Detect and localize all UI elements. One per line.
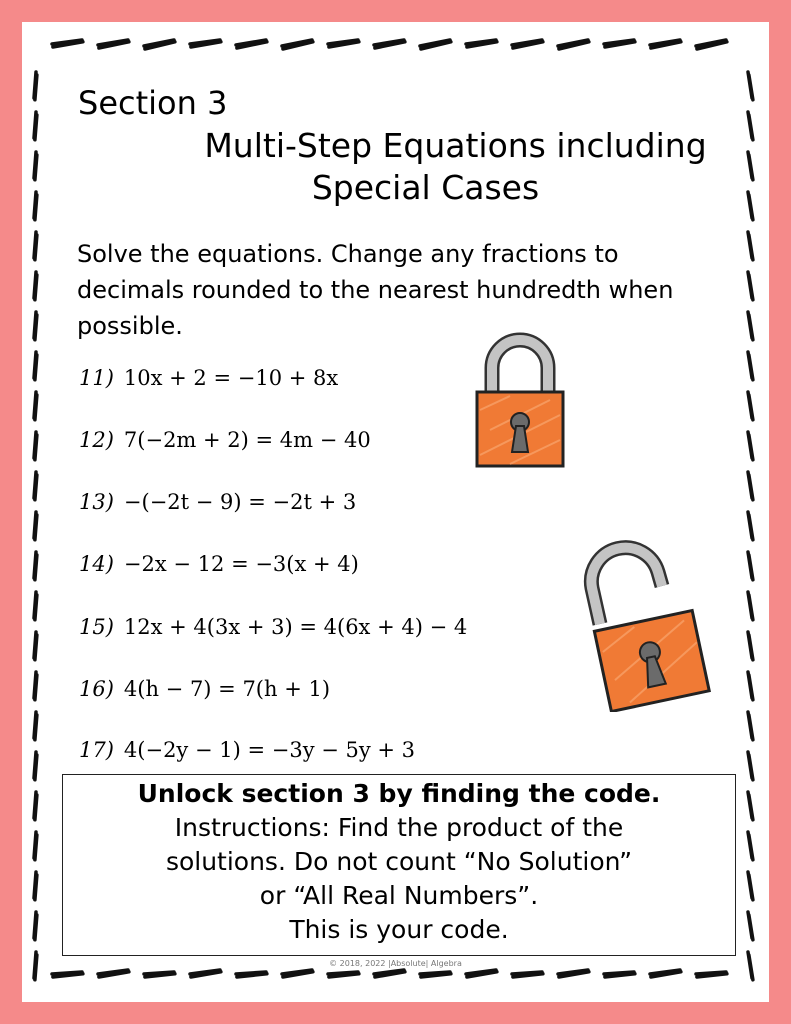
border-dash [35,75,37,100]
page-title-line2: Special Cases [311,168,540,207]
code-box-line-1: Instructions: Find the product of the [174,813,624,842]
border-dash [749,715,753,740]
border-dash [35,635,37,660]
problem-16: 16) 4(h − 7) = 7(h + 1) [79,677,331,701]
code-box-line-3: or “All Real Numbers”. [259,881,539,910]
border-dash [35,875,37,900]
locked-padlock-icon [470,330,570,470]
border-dash [35,915,37,940]
code-box-line-4: This is your code. [289,915,509,944]
border-dash [35,475,37,500]
border-dash [35,315,37,340]
border-dash [35,515,37,540]
page-title-line1: Multi-Step Equations including [204,126,707,165]
border-dash [35,835,37,860]
border-dash [35,755,37,780]
border-dash [749,395,753,420]
border-dash [35,435,37,460]
border-dash [35,275,37,300]
border-dash [35,595,37,620]
border-dash [35,355,37,380]
border-dash [35,675,37,700]
border-dash [749,795,753,820]
problem-12: 12) 7(−2m + 2) = 4m − 40 [79,428,371,452]
worksheet-page [22,22,769,1002]
problem-17: 17) 4(−2y − 1) = −3y − 5y + 3 [79,738,416,762]
copyright-notice: © 2018, 2022 |Absolute| Algebra [329,959,462,968]
instructions-text: Solve the equations. Change any fractions to decimals rounded to the nearest hundredth when possible. [77,240,674,340]
border-dash [749,75,753,100]
section-title: Section 3 [78,84,228,122]
border-dash [749,475,753,500]
border-dash [749,635,753,660]
border-dash [749,355,753,380]
border-dash [749,235,753,260]
border-dash [749,755,753,780]
border-dash [749,435,753,460]
problem-14: 14) −2x − 12 = −3(x + 4) [79,552,359,576]
border-dash [749,555,753,580]
border-dash [35,795,37,820]
border-dash [35,395,37,420]
border-dash [35,555,37,580]
border-dash [749,515,753,540]
unlocked-padlock-icon [562,532,722,712]
code-box-line-2: solutions. Do not count “No Solution” [165,847,633,876]
problem-13: 13) −(−2t − 9) = −2t + 3 [79,490,357,514]
border-dash [749,675,753,700]
border-dash [749,275,753,300]
border-dash [35,715,37,740]
problem-15: 15) 12x + 4(3x + 3) = 4(6x + 4) − 4 [79,615,468,639]
border-dash [749,915,753,940]
border-dash [749,835,753,860]
unlock-code-box [62,774,736,956]
border-dash [35,235,37,260]
border-dash [749,595,753,620]
problem-11: 11) 10x + 2 = −10 + 8x [79,366,339,390]
code-box-heading: Unlock section 3 by finding the code. [137,779,661,808]
border-dash [749,875,753,900]
border-dash [749,315,753,340]
